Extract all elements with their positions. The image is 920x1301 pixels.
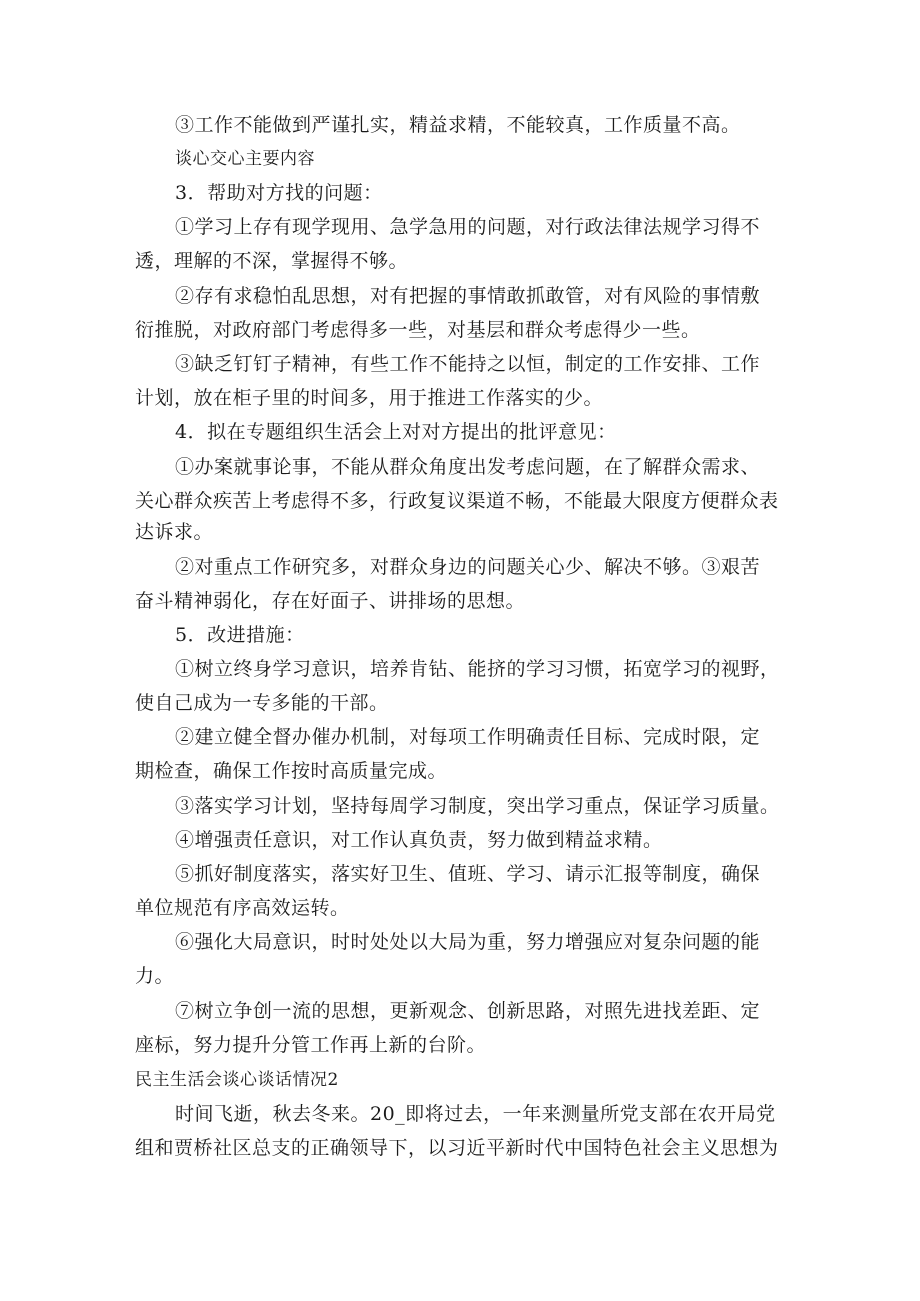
paragraph-line: 衍推脱，对政府部门考虑得多一些，对基层和群众考虑得少一些。 xyxy=(135,319,701,341)
paragraph-line: ②存有求稳怕乱思想，对有把握的事情敢抓敢管，对有风险的事情敷 xyxy=(175,285,761,307)
paragraph-line: ⑦树立争创一流的思想，更新观念、创新思路，对照先进找差距、定 xyxy=(175,1000,761,1022)
paragraph-line: 期检查，确保工作按时高质量完成。 xyxy=(135,760,448,782)
paragraph-line: ②对重点工作研究多，对群众身边的问题关心少、解决不够。③艰苦 xyxy=(175,556,761,578)
paragraph-line: ③落实学习计划，坚持每周学习制度，突出学习重点，保证学习质量。 xyxy=(175,795,780,817)
paragraph-line: 计划，放在柜子里的时间多，用于推进工作落实的少。 xyxy=(135,387,604,409)
paragraph-line: ①学习上存有现学现用、急学急用的问题，对行政法律法规学习得不 xyxy=(175,216,761,238)
paragraph-line: 座标，努力提升分管工作再上新的台阶。 xyxy=(135,1034,487,1056)
paragraph-line: ②建立健全督办催办机制，对每项工作明确责任目标、完成时限，定 xyxy=(175,726,761,748)
paragraph-line: 关心群众疾苦上考虑得不多，行政复议渠道不畅，不能最大限度方便群众表 xyxy=(135,490,779,512)
paragraph-line: 单位规范有序高效运转。 xyxy=(135,897,350,919)
paragraph-line: 力。 xyxy=(135,965,175,987)
numbered-heading: 4．拟在专题组织生活会上对对方提出的批评意见： xyxy=(175,421,617,443)
paragraph-line: ⑥强化大局意识，时时处处以大局为重，努力增强应对复杂问题的能 xyxy=(175,931,761,953)
paragraph-line: 组和贾桥社区总支的正确领导下，以习近平新时代中国特色社会主义思想为 xyxy=(135,1137,779,1159)
paragraph-line: ③工作不能做到严谨扎实，精益求精，不能较真，工作质量不高。 xyxy=(175,114,741,136)
paragraph-line: 使自己成为一专多能的干部。 xyxy=(135,692,389,714)
paragraph-line: ①树立终身学习意识，培养肯钻、能挤的学习习惯，拓宽学习的视野， xyxy=(175,658,780,680)
paragraph-line: ①办案就事论事，不能从群众角度出发考虑问题，在了解群众需求、 xyxy=(175,456,761,478)
numbered-heading: 5．改进措施： xyxy=(175,624,305,646)
paragraph-line: ④增强责任意识，对工作认真负责，努力做到精益求精。 xyxy=(175,829,663,851)
paragraph-line: 时间飞逝，秋去冬来。20_即将过去，一年来测量所党支部在农开局党 xyxy=(175,1103,776,1125)
paragraph-line: ⑤抓好制度落实，落实好卫生、值班、学习、请示汇报等制度，确保 xyxy=(175,863,761,885)
paragraph-line: ③缺乏钉钉子精神，有些工作不能持之以恒，制定的工作安排、工作 xyxy=(175,353,761,375)
paragraph-line: 达诉求。 xyxy=(135,521,214,543)
section-heading: 民主生活会谈心谈话情况2 xyxy=(135,1070,339,1090)
paragraph-line: 透，理解的不深，掌握得不够。 xyxy=(135,250,409,272)
section-heading: 谈心交心主要内容 xyxy=(175,149,315,169)
numbered-heading: 3．帮助对方找的问题： xyxy=(175,182,383,204)
paragraph-line: 奋斗精神弱化，存在好面子、讲排场的思想。 xyxy=(135,590,526,612)
